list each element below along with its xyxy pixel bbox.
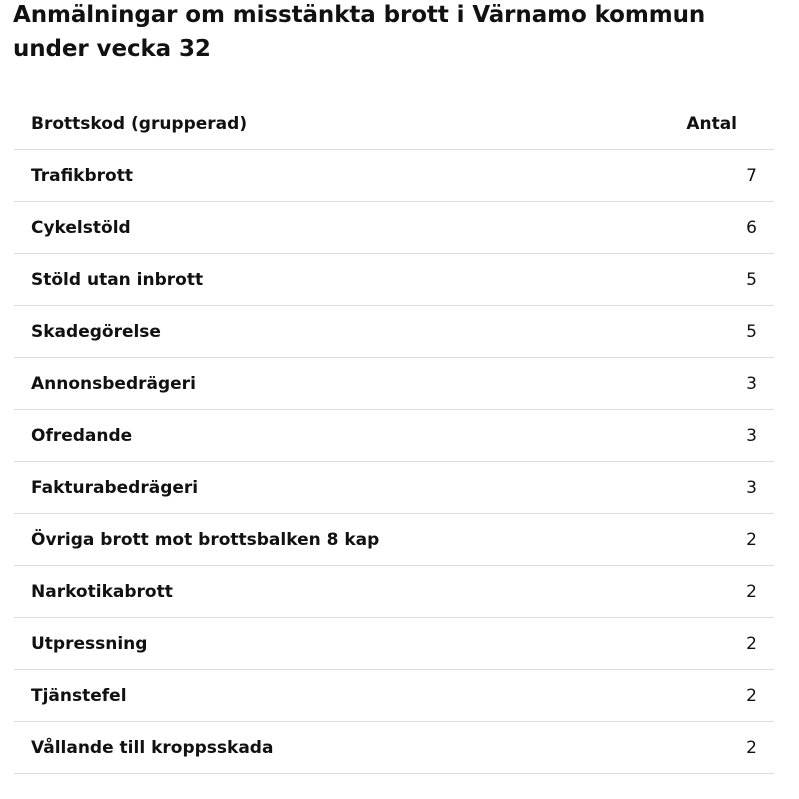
column-header-antal: Antal bbox=[686, 114, 737, 134]
table-row bbox=[14, 410, 774, 462]
table-row bbox=[14, 462, 774, 514]
table-row bbox=[14, 254, 774, 306]
row-label: Trafikbrott bbox=[31, 166, 133, 186]
row-label: Narkotikabrott bbox=[31, 582, 173, 602]
row-value: 6 bbox=[746, 218, 757, 238]
row-value: 5 bbox=[746, 322, 757, 342]
row-value: 2 bbox=[746, 582, 757, 602]
row-value: 3 bbox=[746, 426, 757, 446]
row-value: 5 bbox=[746, 270, 757, 290]
data-table bbox=[14, 98, 774, 774]
page-title: Anmälningar om misstänkta brott i Värnamo kommun under vecka 32 bbox=[13, 2, 706, 62]
row-label: Annonsbedrägeri bbox=[31, 374, 196, 394]
table-row bbox=[14, 150, 774, 202]
row-label: Ofredande bbox=[31, 426, 133, 446]
row-label: Cykelstöld bbox=[31, 218, 131, 238]
table-row bbox=[14, 670, 774, 722]
table-row bbox=[14, 202, 774, 254]
row-label: Skadegörelse bbox=[31, 322, 161, 342]
table-row bbox=[14, 306, 774, 358]
table-row bbox=[14, 618, 774, 670]
table-row bbox=[14, 358, 774, 410]
row-label: Vållande till kroppsskada bbox=[31, 738, 274, 758]
row-label: Tjänstefel bbox=[31, 686, 127, 706]
row-value: 2 bbox=[746, 738, 757, 758]
table-header-row bbox=[14, 98, 774, 150]
row-label: Övriga brott mot brottsbalken 8 kap bbox=[31, 530, 380, 550]
table-body bbox=[14, 150, 774, 774]
row-value: 3 bbox=[746, 374, 757, 394]
row-label: Utpressning bbox=[31, 634, 148, 654]
row-value: 3 bbox=[746, 478, 757, 498]
row-value: 7 bbox=[746, 166, 757, 186]
row-value: 2 bbox=[746, 686, 757, 706]
table-row bbox=[14, 566, 774, 618]
table-row bbox=[14, 722, 774, 774]
row-value: 2 bbox=[746, 530, 757, 550]
column-header-brottskod: Brottskod (grupperad) bbox=[31, 114, 248, 134]
table-row bbox=[14, 514, 774, 566]
row-label: Stöld utan inbrott bbox=[31, 270, 204, 290]
row-value: 2 bbox=[746, 634, 757, 654]
row-label: Fakturabedrägeri bbox=[31, 478, 199, 498]
